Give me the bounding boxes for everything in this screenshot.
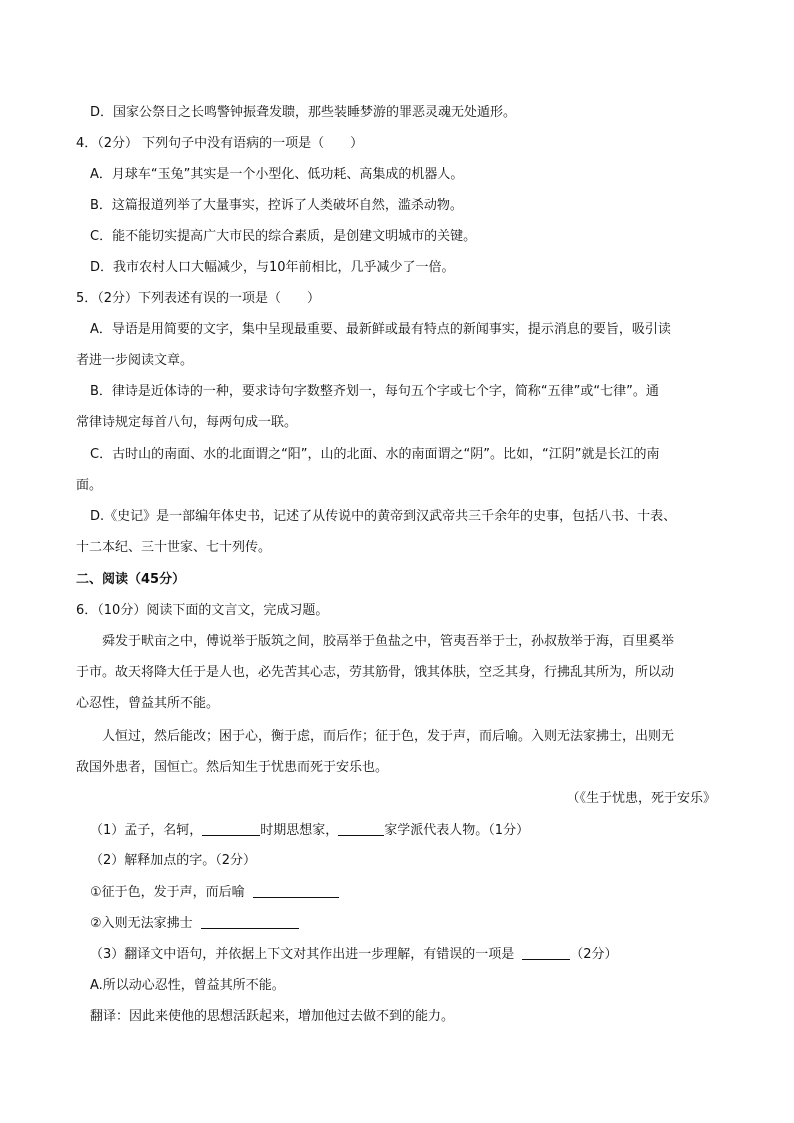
passage-p2-line1: 人恒过，然后能改；困于心，衡于虑，而后作；征于色，发于声，而后喻。入则无法家拂士，出则无 — [102, 729, 675, 744]
answer-blank-yu[interactable] — [253, 884, 339, 898]
section-title-reading: 二、阅读（45分） — [76, 572, 186, 587]
passage-p2-line2: 敌国外患者，国恒亡。然后知生于忧患而死于安乐也。 — [76, 760, 389, 775]
q6-sub2-item2-text: ②入则无法家拂士 — [90, 916, 193, 931]
passage-p1-line2: 于市。故天将降大任于是人也，必先苦其心志，劳其筋骨，饿其体肤，空乏其身，行拂乱其所为，所以动 — [76, 665, 675, 680]
answer-blank-school[interactable] — [338, 822, 384, 836]
q6-sub1-part-b: 时期思想家， — [260, 823, 339, 838]
passage-source: （《生于忧患，死于安乐》 — [566, 791, 716, 806]
q4-option-a: A．月球车“玉兔”其实是一个小型化、低功耗、高集成的机器人。 — [90, 167, 464, 182]
q6-sub3-score: （2分） — [570, 947, 618, 962]
q5-option-a-line1: A．导语是用简要的文字，集中呈现最重要、最新鲜或最有特点的新闻事实，提示消息的要旨，吸引读 — [90, 322, 671, 337]
answer-blank-era[interactable] — [202, 822, 260, 836]
q6-sub1-part-a: （1）孟子，名轲， — [90, 823, 203, 838]
q6-sub2-item1 — [90, 884, 339, 901]
q6-sub3-translation: 翻译：因此来使他的思想活跃起来，增加他过去做不到的能力。 — [90, 1009, 455, 1024]
q6-sub2: （2）解释加点的字。（2分） — [90, 853, 257, 868]
q5-stem: 5．（2分）下列表述有误的一项是（ ） — [76, 291, 321, 306]
q6-sub1-part-c: 家学派代表人物。（1分） — [384, 823, 530, 838]
q5-option-b-line1: B．律诗是近体诗的一种，要求诗句字数整齐划一，每句五个字或七个字，简称“五律”或“七律”。通 — [90, 384, 659, 399]
q5-option-b-line2: 常律诗规定每首八句，每两句成一联。 — [76, 415, 298, 430]
q6-stem: 6．（10分）阅读下面的文言文，完成习题。 — [76, 603, 329, 618]
q4-option-c: C．能不能切实提高广大市民的综合素质，是创建文明城市的关键。 — [90, 229, 477, 244]
q6-sub3 — [90, 946, 618, 963]
q5-option-a-line2: 者进一步阅读文章。 — [76, 353, 194, 368]
q4-option-b: B．这篇报道列举了大量事实，控诉了人类破坏自然，滥杀动物。 — [90, 198, 463, 213]
answer-blank-fu[interactable] — [201, 915, 299, 929]
q5-option-c-line1: C．古时山的南面、水的北面谓之“阳”，山的北面、水的南面谓之“阴”。比如，“江阴”就是长江的南 — [90, 447, 660, 462]
q5-option-d-line1: D.《史记》是一部编年体史书，记述了从传说中的黄帝到汉武帝共三千余年的史事，包括八书、十表、 — [90, 509, 677, 524]
q6-sub2-item2 — [90, 915, 299, 932]
q6-sub1 — [90, 822, 529, 839]
passage-p1-line1: 舜发于畎亩之中，傅说举于版筑之间，胶鬲举于鱼盐之中，管夷吾举于士，孙叔敖举于海，百里奚举 — [102, 634, 675, 649]
q6-sub3-text: （3）翻译文中语句，并依据上下文对其作出进一步理解，有错误的一项是 — [90, 947, 515, 962]
q5-option-d-line2: 十二本纪、三十世家、七十列传。 — [76, 540, 272, 555]
passage-p1-line3: 心忍性，曾益其所不能。 — [76, 696, 220, 711]
q6-sub3-option-a: A.所以动心忍性，曾益其所不能。 — [90, 978, 285, 993]
q6-sub2-item1-text: ①征于色，发于声，而后喻 — [90, 885, 245, 900]
answer-blank-choice[interactable] — [522, 946, 570, 960]
q3-option-d: D．国家公祭日之长鸣警钟振聋发聩，那些装睡梦游的罪恶灵魂无处遁形。 — [90, 105, 517, 120]
q5-option-c-line2: 面。 — [76, 478, 103, 493]
q4-stem: 4．（2分） 下列句子中没有语病的一项是（ ） — [76, 136, 364, 151]
q4-option-d: D．我市农村人口大幅减少，与10年前相比，几乎减少了一倍。 — [90, 260, 455, 275]
